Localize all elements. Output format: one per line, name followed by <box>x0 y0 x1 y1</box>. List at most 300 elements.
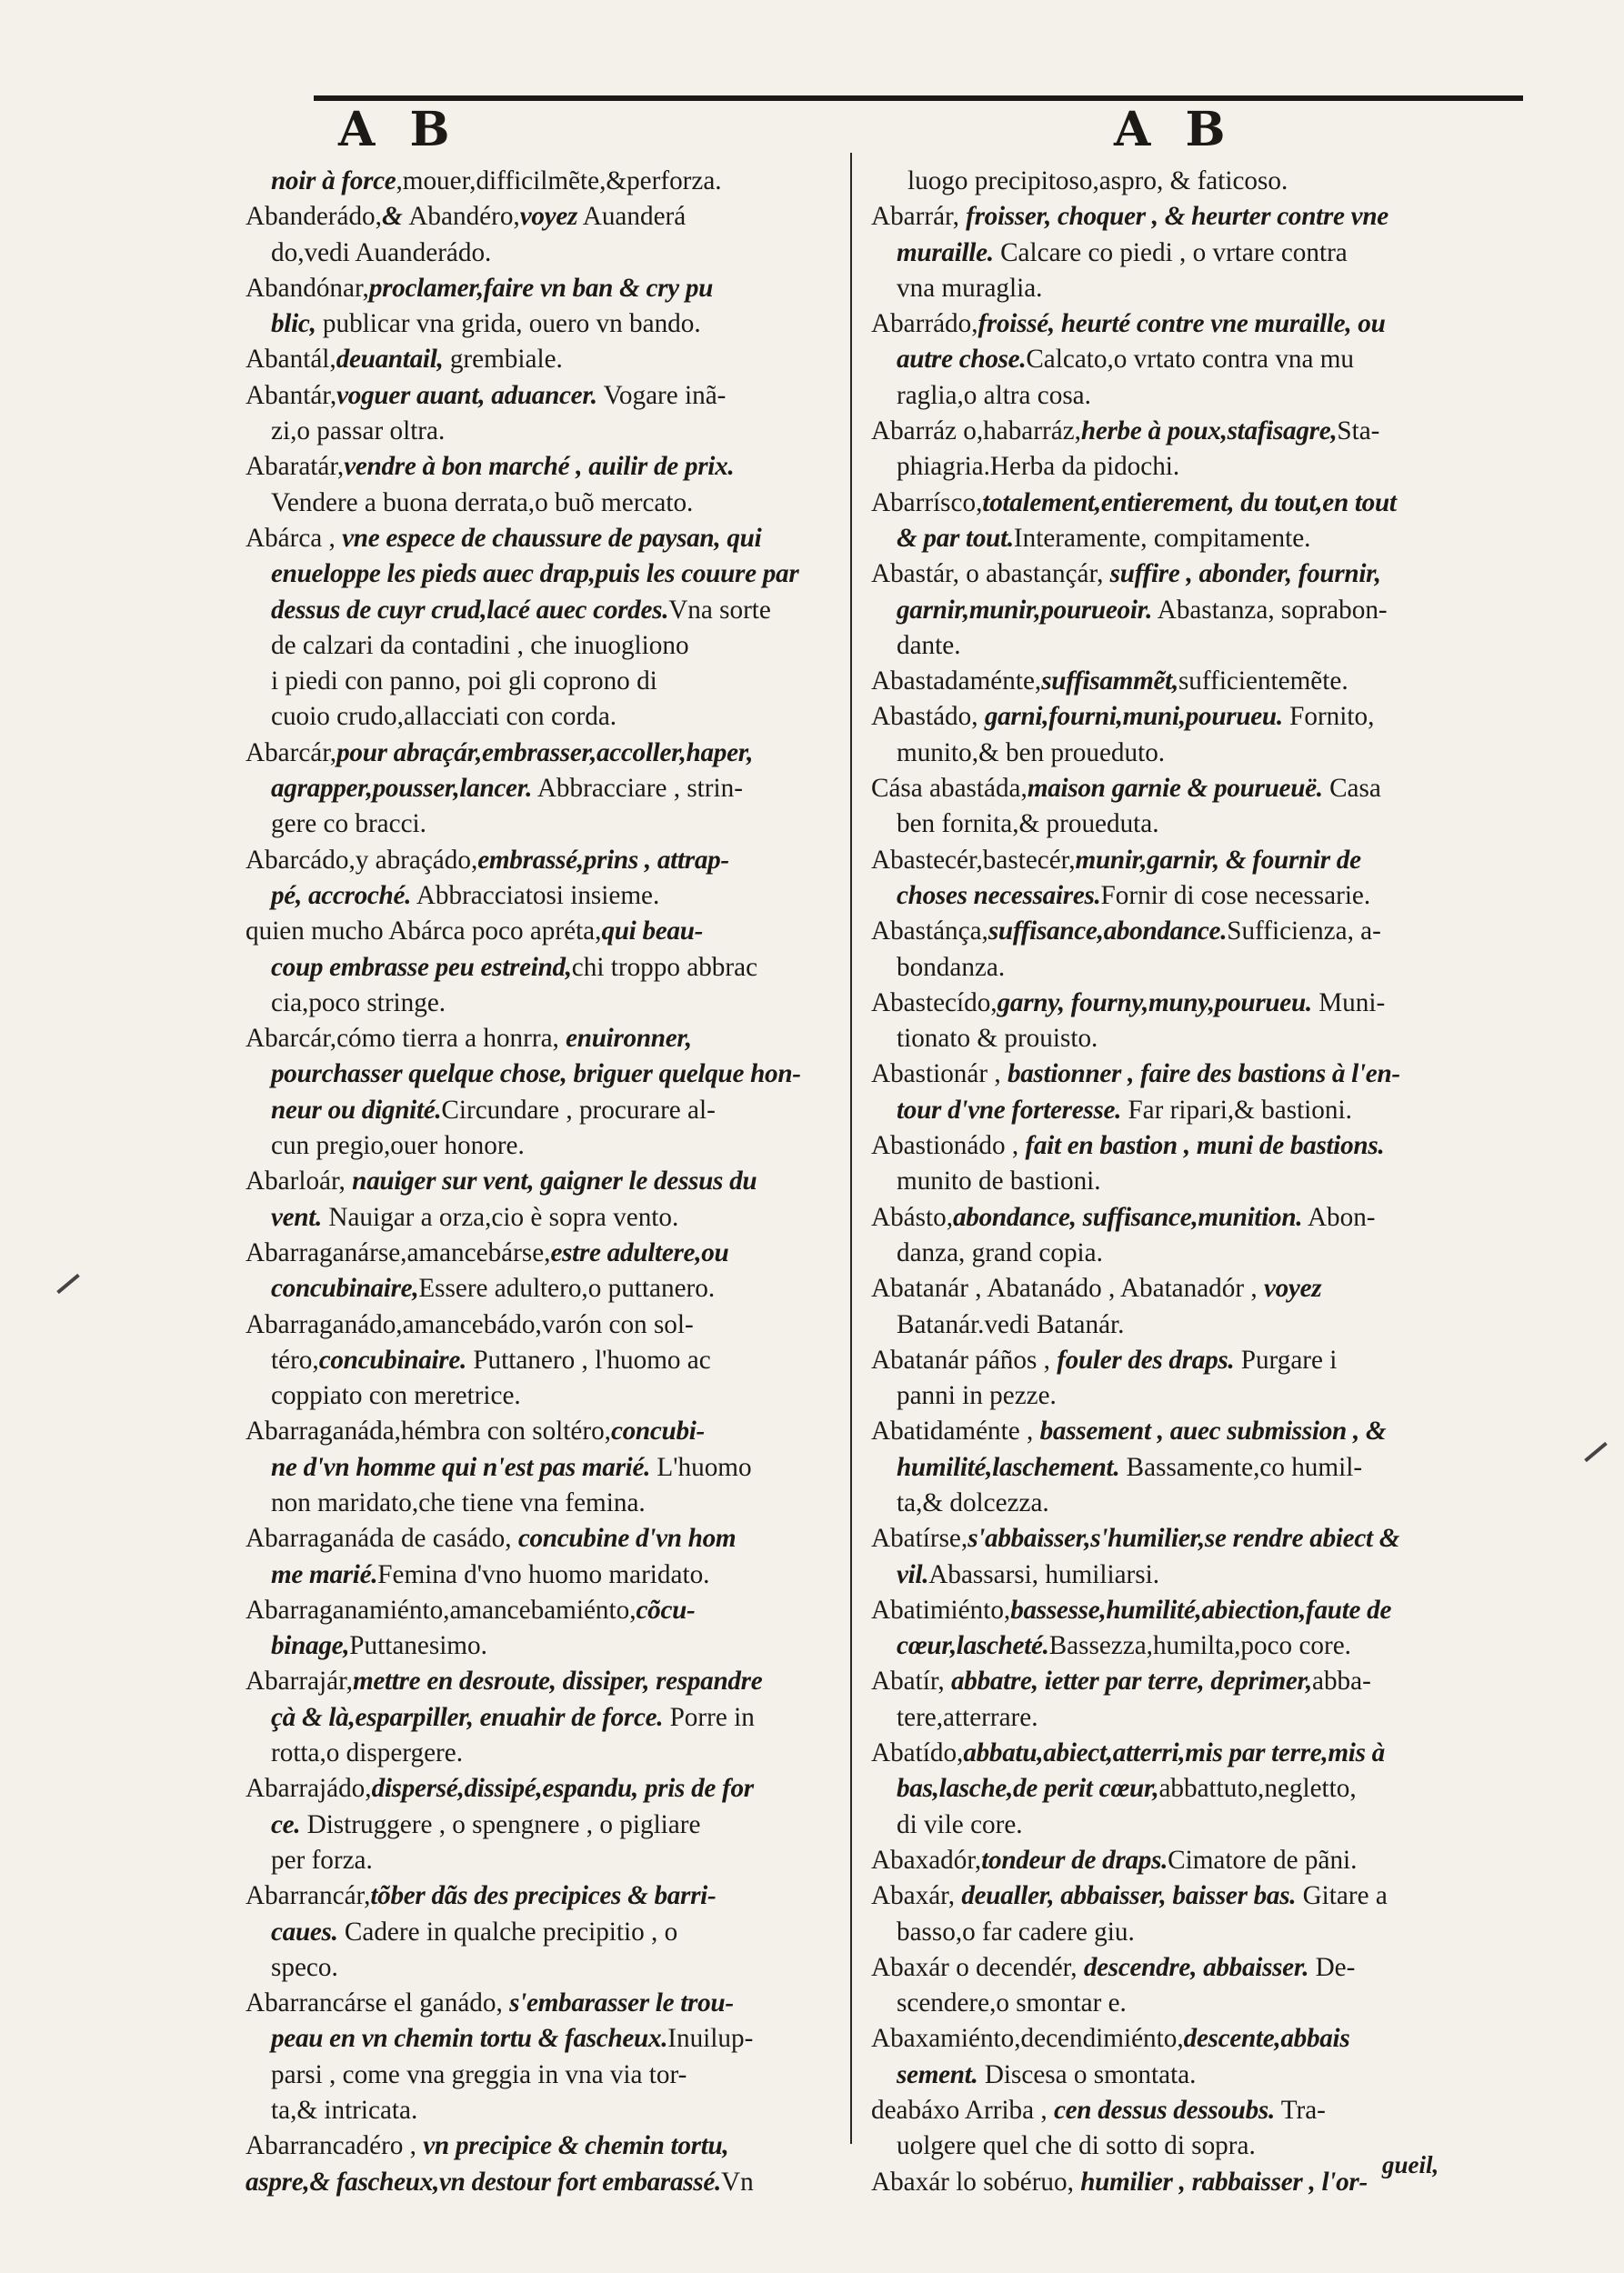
text-line <box>246 843 837 878</box>
entry-text: ta,& intricata. <box>271 2096 418 2126</box>
french-gloss: garny, fourny,muny,pourueu. <box>997 987 1312 1017</box>
entry-text: di vile core. <box>897 1809 1023 1839</box>
french-gloss: descente,abbais <box>1183 2024 1350 2054</box>
entry-text: Purgare i <box>1234 1345 1338 1375</box>
text-line <box>871 878 1508 914</box>
entry-text: do,vedi Auanderádo. <box>271 237 492 267</box>
entry-text: Abatidaménte , <box>871 1417 1040 1447</box>
entry-text: Inuilup- <box>667 2024 754 2054</box>
text-line <box>871 1915 1508 1950</box>
text-line <box>246 342 837 377</box>
entry-text: zi,o passar oltra. <box>271 416 446 446</box>
entry-text: Abassarsi, humiliarsi. <box>928 1559 1160 1589</box>
entry-text: Bassezza,humilta,poco core. <box>1048 1631 1351 1661</box>
text-line <box>871 1771 1508 1807</box>
french-gloss: deualler, abbaisser, baisser bas. <box>961 1881 1297 1911</box>
text-line <box>246 1164 837 1199</box>
entry-text: dante. <box>897 630 961 660</box>
text-line <box>246 1771 837 1807</box>
french-gloss: choses necessaires. <box>897 880 1101 910</box>
text-line <box>246 1378 837 1414</box>
entry-text: Abastár, o abastançár, <box>871 559 1110 589</box>
french-gloss: pour abraçár,embrasser,accoller,haper, <box>336 737 754 767</box>
french-gloss: mettre en desroute, dissiper, respandre <box>352 1667 763 1697</box>
text-line <box>871 1021 1508 1056</box>
text-line <box>871 1450 1508 1486</box>
text-line <box>246 1307 837 1343</box>
entry-text: cuoio crudo,allacciati con corda. <box>271 702 617 732</box>
french-gloss: binage, <box>271 1631 350 1661</box>
margin-mark <box>56 1274 80 1294</box>
french-gloss: suffire , abonder, fournir, <box>1109 559 1381 589</box>
text-line <box>246 306 837 342</box>
entry-text: Auanderá <box>577 202 687 232</box>
french-gloss: herbe à poux,stafisagre, <box>1080 416 1338 446</box>
entry-text: Sufficienza, a- <box>1227 916 1381 946</box>
text-line <box>871 2021 1508 2057</box>
entry-text: Fornito, <box>1282 702 1375 732</box>
text-line <box>871 1056 1508 1092</box>
entry-text: Essere adultero,o puttanero. <box>418 1274 716 1304</box>
text-line <box>871 521 1508 556</box>
entry-text: Bassamente,co humil- <box>1119 1452 1363 1482</box>
french-gloss: tõber dãs des precipices & barri- <box>370 1881 717 1911</box>
text-line <box>246 2165 837 2200</box>
entry-text: tionato & prouisto. <box>897 1024 1098 1054</box>
text-line <box>246 449 837 485</box>
entry-text: scendere,o smontar e. <box>897 1988 1127 2018</box>
text-line <box>246 664 837 699</box>
entry-text: vna muraglia. <box>897 273 1043 303</box>
french-gloss: concubinaire. <box>318 1345 467 1375</box>
entry-text: Abon- <box>1302 1202 1376 1232</box>
entry-text: Abarrancadéro , <box>246 2131 424 2161</box>
entry-text: munito,& ben proueduto. <box>897 737 1166 767</box>
entry-text: danza, grand copia. <box>897 1237 1103 1267</box>
text-line <box>871 1307 1508 1343</box>
french-gloss: abondance, suffisance,munition. <box>953 1202 1303 1232</box>
text-line <box>246 1056 837 1092</box>
text-line <box>246 486 837 521</box>
entry-text: Vogare inã- <box>596 380 727 410</box>
french-gloss: agrapper,pousser,lancer. <box>271 774 533 804</box>
entry-text: Abastecído, <box>871 987 997 1017</box>
french-gloss: caues. <box>271 1917 338 1947</box>
french-gloss: qui beau- <box>601 916 704 946</box>
french-gloss: ce. <box>271 1809 301 1839</box>
entry-text: Vn <box>721 2167 754 2197</box>
french-gloss: enueloppe les pieds auec drap,puis les couure par <box>271 559 799 589</box>
entry-text: Sta- <box>1337 416 1380 446</box>
entry-text: Abaxár lo sobéruo, <box>871 2167 1081 2197</box>
entry-text: Abarrísco, <box>871 487 983 517</box>
text-line <box>871 1343 1508 1378</box>
text-line <box>871 1628 1508 1664</box>
entry-text: Abárca , <box>246 523 343 553</box>
text-line <box>246 1093 837 1128</box>
french-gloss: concubinaire, <box>271 1274 419 1304</box>
text-line <box>246 1593 837 1628</box>
entry-text: Abaxadór, <box>871 1845 982 1875</box>
text-line <box>246 2093 837 2128</box>
french-gloss: fait en bastion , muni de bastions. <box>1025 1131 1385 1161</box>
text-line <box>246 1343 837 1378</box>
entry-text: Porre in <box>663 1702 755 1732</box>
text-line <box>871 914 1508 949</box>
entry-text: Fornir di cose necessarie. <box>1100 880 1371 910</box>
text-line <box>871 1843 1508 1878</box>
french-gloss: vent. <box>271 1202 323 1232</box>
text-line <box>246 199 837 235</box>
text-line <box>246 736 837 771</box>
text-line <box>246 235 837 271</box>
entry-text: Abarráz o,habarráz, <box>871 416 1081 446</box>
text-line <box>871 449 1508 485</box>
french-gloss: bas,lasche,de perit cœur, <box>897 1774 1159 1804</box>
french-gloss: descendre, abbaisser. <box>1083 1952 1309 1982</box>
text-line <box>246 593 837 628</box>
entry-text: quien mucho Abárca poco apréta, <box>246 916 602 946</box>
entry-text: Interamente, compitamente. <box>1013 523 1311 553</box>
entry-text: Cadere in qualche precipitio , o <box>337 1917 678 1947</box>
entry-text: téro, <box>271 1345 319 1375</box>
entry-text: Abarcár, <box>246 737 337 767</box>
text-line <box>246 1700 837 1736</box>
text-line <box>871 1807 1508 1843</box>
french-gloss: coup embrasse peu estreind, <box>271 952 572 982</box>
text-line <box>246 1628 837 1664</box>
entry-text: Abarcádo,y abraçádo, <box>246 845 478 875</box>
entry-text: Abantár, <box>246 380 337 410</box>
entry-text: abba- <box>1311 1667 1371 1697</box>
margin-mark <box>1584 1442 1608 1462</box>
text-line <box>246 1664 837 1699</box>
french-gloss: s'embarasser le trou- <box>509 1988 734 2018</box>
french-gloss: cõcu- <box>636 1595 696 1625</box>
entry-text: Gitare a <box>1296 1881 1388 1911</box>
french-gloss: froissé, heurté contre vne muraille, ou <box>977 309 1386 339</box>
french-gloss: totalement,entierement, du tout,en tout <box>982 487 1397 517</box>
entry-text: Tra- <box>1274 2096 1326 2126</box>
text-line <box>871 271 1508 306</box>
entry-text: Abarloár, <box>246 1167 353 1197</box>
entry-text: Abastionár , <box>871 1059 1007 1089</box>
text-line <box>246 771 837 806</box>
header-rule <box>314 95 1523 101</box>
french-gloss: nauiger sur vent, gaigner le dessus du <box>352 1167 757 1197</box>
entry-text: rotta,o dispergere. <box>271 1738 463 1768</box>
text-line <box>246 1236 837 1271</box>
entry-text: bondanza. <box>897 952 1006 982</box>
text-line <box>871 306 1508 342</box>
entry-text: ben fornita,& proueduta. <box>897 809 1159 839</box>
entry-text: panni in pezze. <box>897 1381 1057 1411</box>
french-gloss: voguer auant, aduancer. <box>336 380 597 410</box>
french-gloss: vendre à bon marché , auilir de prix. <box>344 452 735 482</box>
french-gloss: s'abbaisser,s'humilier,se rendre abiect & <box>967 1524 1400 1554</box>
entry-text: abbattuto,negletto, <box>1158 1774 1357 1804</box>
text-line <box>871 1664 1508 1699</box>
text-line <box>871 771 1508 806</box>
text-line <box>871 1271 1508 1307</box>
french-gloss: concubine d'vn hom <box>517 1524 737 1554</box>
entry-text: Abanderádo, <box>246 202 382 232</box>
entry-text: De- <box>1308 1952 1356 1982</box>
text-line <box>871 1593 1508 1628</box>
text-line <box>871 414 1508 449</box>
french-gloss: sement. <box>897 2059 978 2089</box>
entry-text: Distruggere , o spengnere , o pigliare <box>300 1809 701 1839</box>
entry-text: Abatimiénto, <box>871 1595 1011 1625</box>
entry-text: Nauigar a orza,cio è sopra vento. <box>322 1202 679 1232</box>
text-line <box>871 342 1508 377</box>
text-line <box>871 486 1508 521</box>
text-line <box>871 986 1508 1021</box>
entry-text: gere co bracci. <box>271 809 426 839</box>
text-line <box>246 1271 837 1307</box>
french-gloss: munir,garnir, & fournir de <box>1075 845 1361 875</box>
entry-text: Vna sorte <box>668 595 771 625</box>
entry-text: Puttanesimo. <box>349 1631 487 1661</box>
text-line <box>246 914 837 949</box>
french-gloss: çà & là,esparpiller, enuahir de force. <box>271 1702 664 1732</box>
text-line <box>246 1878 837 1914</box>
text-line <box>246 164 837 199</box>
french-gloss: vil. <box>897 1559 929 1589</box>
french-gloss: enuironner, <box>566 1024 692 1054</box>
french-gloss: garnir,munir,pourueoir. <box>897 595 1153 625</box>
entry-text: Abastionádo , <box>871 1131 1026 1161</box>
french-gloss: & <box>381 202 409 232</box>
entry-text: sufficientemẽte. <box>1178 666 1348 696</box>
french-gloss: tour d'vne forteresse. <box>897 1095 1122 1125</box>
french-gloss: vn precipice & chemin tortu, <box>423 2131 729 2161</box>
text-line <box>246 1843 837 1878</box>
column-divider <box>850 153 852 2144</box>
entry-text: Femina d'vno huomo maridato. <box>377 1559 710 1589</box>
french-gloss: peau en vn chemin tortu & fascheux. <box>271 2024 668 2054</box>
text-line <box>871 1878 1508 1914</box>
french-gloss: suffisammẽt, <box>1041 666 1178 696</box>
entry-text: tere,atterrare. <box>897 1702 1038 1732</box>
text-line <box>246 1128 837 1164</box>
french-gloss: abbatu,abiect,atterri,mis par terre,mis à <box>963 1738 1385 1768</box>
entry-text: Abbracciare , strin- <box>532 774 743 804</box>
entry-text: Abarrajádo, <box>246 1774 372 1804</box>
text-line <box>871 736 1508 771</box>
french-gloss: garni,fourni,muni,pourueu. <box>984 702 1283 732</box>
entry-text: Abantál, <box>246 345 336 375</box>
entry-text: deabáxo Arriba , <box>871 2096 1054 2126</box>
french-gloss: humilier , rabbaisser , l'or- <box>1080 2167 1368 2197</box>
french-gloss: pourchasser quelque chose, briguer quelque hon- <box>271 1059 801 1089</box>
french-gloss: dessus de cuyr crud,lacé auec cordes. <box>271 595 669 625</box>
text-line <box>871 1200 1508 1236</box>
text-line <box>871 593 1508 628</box>
text-line <box>246 1557 837 1593</box>
entry-text: Abarcár,cómo tierra a honrra, <box>246 1024 566 1054</box>
entry-text: phiagria.Herba da pidochi. <box>897 452 1180 482</box>
entry-text: per forza. <box>271 1845 373 1875</box>
text-line <box>871 843 1508 878</box>
entry-text: basso,o far cadere giu. <box>897 1917 1135 1947</box>
french-gloss: ne d'vn homme qui n'est pas marié. <box>271 1452 651 1482</box>
entry-text: Abarraganáda,hémbra con soltéro, <box>246 1417 611 1447</box>
entry-text: Muni- <box>1311 987 1386 1017</box>
entry-text: publicar vna grida, ouero vn bando. <box>316 309 701 339</box>
text-line <box>871 1164 1508 1199</box>
right-column <box>871 164 1508 2200</box>
french-gloss: & par tout. <box>897 523 1014 553</box>
running-head-left: A B <box>338 102 459 157</box>
entry-text: Abarrár, <box>871 202 967 232</box>
text-line <box>246 2128 837 2164</box>
entry-text: Abarrancár, <box>246 1881 371 1911</box>
entry-text: Abastádo, <box>871 702 985 732</box>
entry-text: uolgere quel che di sotto di sopra. <box>897 2131 1256 2161</box>
text-line <box>871 235 1508 271</box>
french-gloss: muraille. <box>897 237 994 267</box>
entry-text: munito de bastioni. <box>897 1167 1101 1197</box>
text-line <box>246 986 837 1021</box>
entry-text: Abarrajár, <box>246 1667 353 1697</box>
entry-text: Abatanár páños , <box>871 1345 1058 1375</box>
entry-text: grembiale. <box>443 345 563 375</box>
entry-text: Calcare co piedi , o vrtare contra <box>993 237 1348 267</box>
french-gloss: vne espece de chaussure de paysan, qui <box>342 523 762 553</box>
entry-text: Abaxár, <box>871 1881 962 1911</box>
entry-text: Cimatore de pãni. <box>1168 1845 1358 1875</box>
text-line <box>246 1021 837 1056</box>
french-gloss: embrassé,prins , attrap- <box>477 845 729 875</box>
text-line <box>871 1557 1508 1593</box>
entry-text: Abastadaménte, <box>871 666 1042 696</box>
entry-text: speco. <box>271 1952 338 1982</box>
text-line <box>871 556 1508 592</box>
text-line <box>871 1486 1508 1521</box>
text-line <box>246 1986 837 2021</box>
text-line <box>246 1486 837 1521</box>
entry-text: luogo precipitoso,aspro, & faticoso. <box>907 166 1288 195</box>
text-line <box>246 628 837 664</box>
entry-text: Abatanár , Abatanádo , Abatanadór , <box>871 1274 1264 1304</box>
french-gloss: noir à force <box>271 166 396 195</box>
text-line <box>871 1093 1508 1128</box>
text-line <box>871 806 1508 842</box>
entry-text: Abandónar, <box>246 273 369 303</box>
french-gloss: voyez <box>1263 1274 1322 1304</box>
french-gloss: pé, accroché. <box>271 880 412 910</box>
text-line <box>246 878 837 914</box>
text-line <box>246 378 837 414</box>
entry-text: Casa <box>1322 774 1381 804</box>
text-line <box>246 1521 837 1557</box>
entry-text: Abastánça, <box>871 916 988 946</box>
entry-text: Abaxár o decendér, <box>871 1952 1084 1982</box>
text-line <box>246 2021 837 2057</box>
left-column <box>246 164 837 2200</box>
entry-text: Far ripari,& bastioni. <box>1121 1095 1352 1125</box>
entry-text: Abarraganárse,amancebárse, <box>246 1237 551 1267</box>
text-line <box>871 2093 1508 2128</box>
entry-text: Abaratár, <box>246 452 345 482</box>
french-gloss: bassement , auec submission , & <box>1039 1417 1387 1447</box>
french-gloss: estre adultere,ou <box>550 1237 729 1267</box>
entry-text: Abarraganáda de casádo, <box>246 1524 518 1554</box>
entry-text: Abandéro, <box>408 202 520 232</box>
french-gloss: fouler des draps. <box>1057 1345 1235 1375</box>
text-line <box>246 556 837 592</box>
entry-text: Abatído, <box>871 1738 964 1768</box>
french-gloss: neur ou dignité. <box>271 1095 442 1125</box>
entry-text: Puttanero , l'huomo ac <box>466 1345 711 1375</box>
text-line <box>246 1450 837 1486</box>
running-head-right: A B <box>1114 102 1235 157</box>
entry-text: chi troppo abbrac <box>571 952 758 982</box>
entry-text: Abastanza, soprabon- <box>1152 595 1388 625</box>
text-line <box>871 2058 1508 2093</box>
entry-text: Abaxamiénto,decendimiénto, <box>871 2024 1184 2054</box>
entry-text: Abastecér,bastecér, <box>871 845 1076 875</box>
french-gloss: cœur,lascheté. <box>897 1631 1049 1661</box>
french-gloss: cen dessus dessoubs. <box>1054 2096 1275 2126</box>
french-gloss: abbatre, ietter par terre, deprimer, <box>951 1667 1312 1697</box>
french-gloss: froisser, choquer , & heurter contre vne <box>966 202 1388 232</box>
text-line <box>246 2058 837 2093</box>
text-line <box>246 1950 837 1986</box>
entry-text: de calzari da contadini , che inuogliono <box>271 630 689 660</box>
text-line <box>246 1414 837 1449</box>
entry-text: Vendere a buona derrata,o buõ mercato. <box>271 487 694 517</box>
text-line <box>871 1128 1508 1164</box>
french-gloss: voyez <box>519 202 578 232</box>
entry-text: Discesa o smontata. <box>977 2059 1197 2089</box>
text-line <box>246 1200 837 1236</box>
text-line <box>871 1950 1508 1986</box>
entry-text: Calcato,o vrtato contra vna mu <box>1026 345 1355 375</box>
french-gloss: concubi- <box>610 1417 705 1447</box>
entry-text: cia,poco stringe. <box>271 987 446 1017</box>
text-line <box>871 1378 1508 1414</box>
text-line <box>246 1807 837 1843</box>
french-gloss: bastionner , faire des bastions à l'en- <box>1007 1059 1400 1089</box>
text-line <box>871 378 1508 414</box>
entry-text: Circundare , procurare al- <box>441 1095 716 1125</box>
entry-text: raglia,o altra cosa. <box>897 380 1091 410</box>
french-gloss: suffisance,abondance. <box>987 916 1228 946</box>
entry-text: Abbracciatosi insieme. <box>411 880 660 910</box>
french-gloss: bassesse,humilité,abiection,faute de <box>1010 1595 1392 1625</box>
text-line <box>871 628 1508 664</box>
text-line <box>871 950 1508 986</box>
entry-text: ,mouer,difficilmẽte,&perforza. <box>396 166 722 195</box>
entry-text: Abásto, <box>871 1202 953 1232</box>
text-line <box>246 699 837 735</box>
text-line <box>246 521 837 556</box>
french-gloss: humilité,laschement. <box>897 1452 1120 1482</box>
french-gloss: maison garnie & pourueuë. <box>1027 774 1323 804</box>
entry-text: Abarrádo, <box>871 309 978 339</box>
entry-text: coppiato con meretrice. <box>271 1381 521 1411</box>
text-line <box>871 1521 1508 1557</box>
text-line <box>871 1986 1508 2021</box>
text-line <box>246 1736 837 1771</box>
text-line <box>871 164 1508 199</box>
entry-text: cun pregio,ouer honore. <box>271 1131 525 1161</box>
french-gloss: proclamer,faire vn ban & cry pu <box>368 273 714 303</box>
entry-text: Abatír, <box>871 1667 951 1697</box>
entry-text: i piedi con panno, poi gli coprono di <box>271 666 657 696</box>
